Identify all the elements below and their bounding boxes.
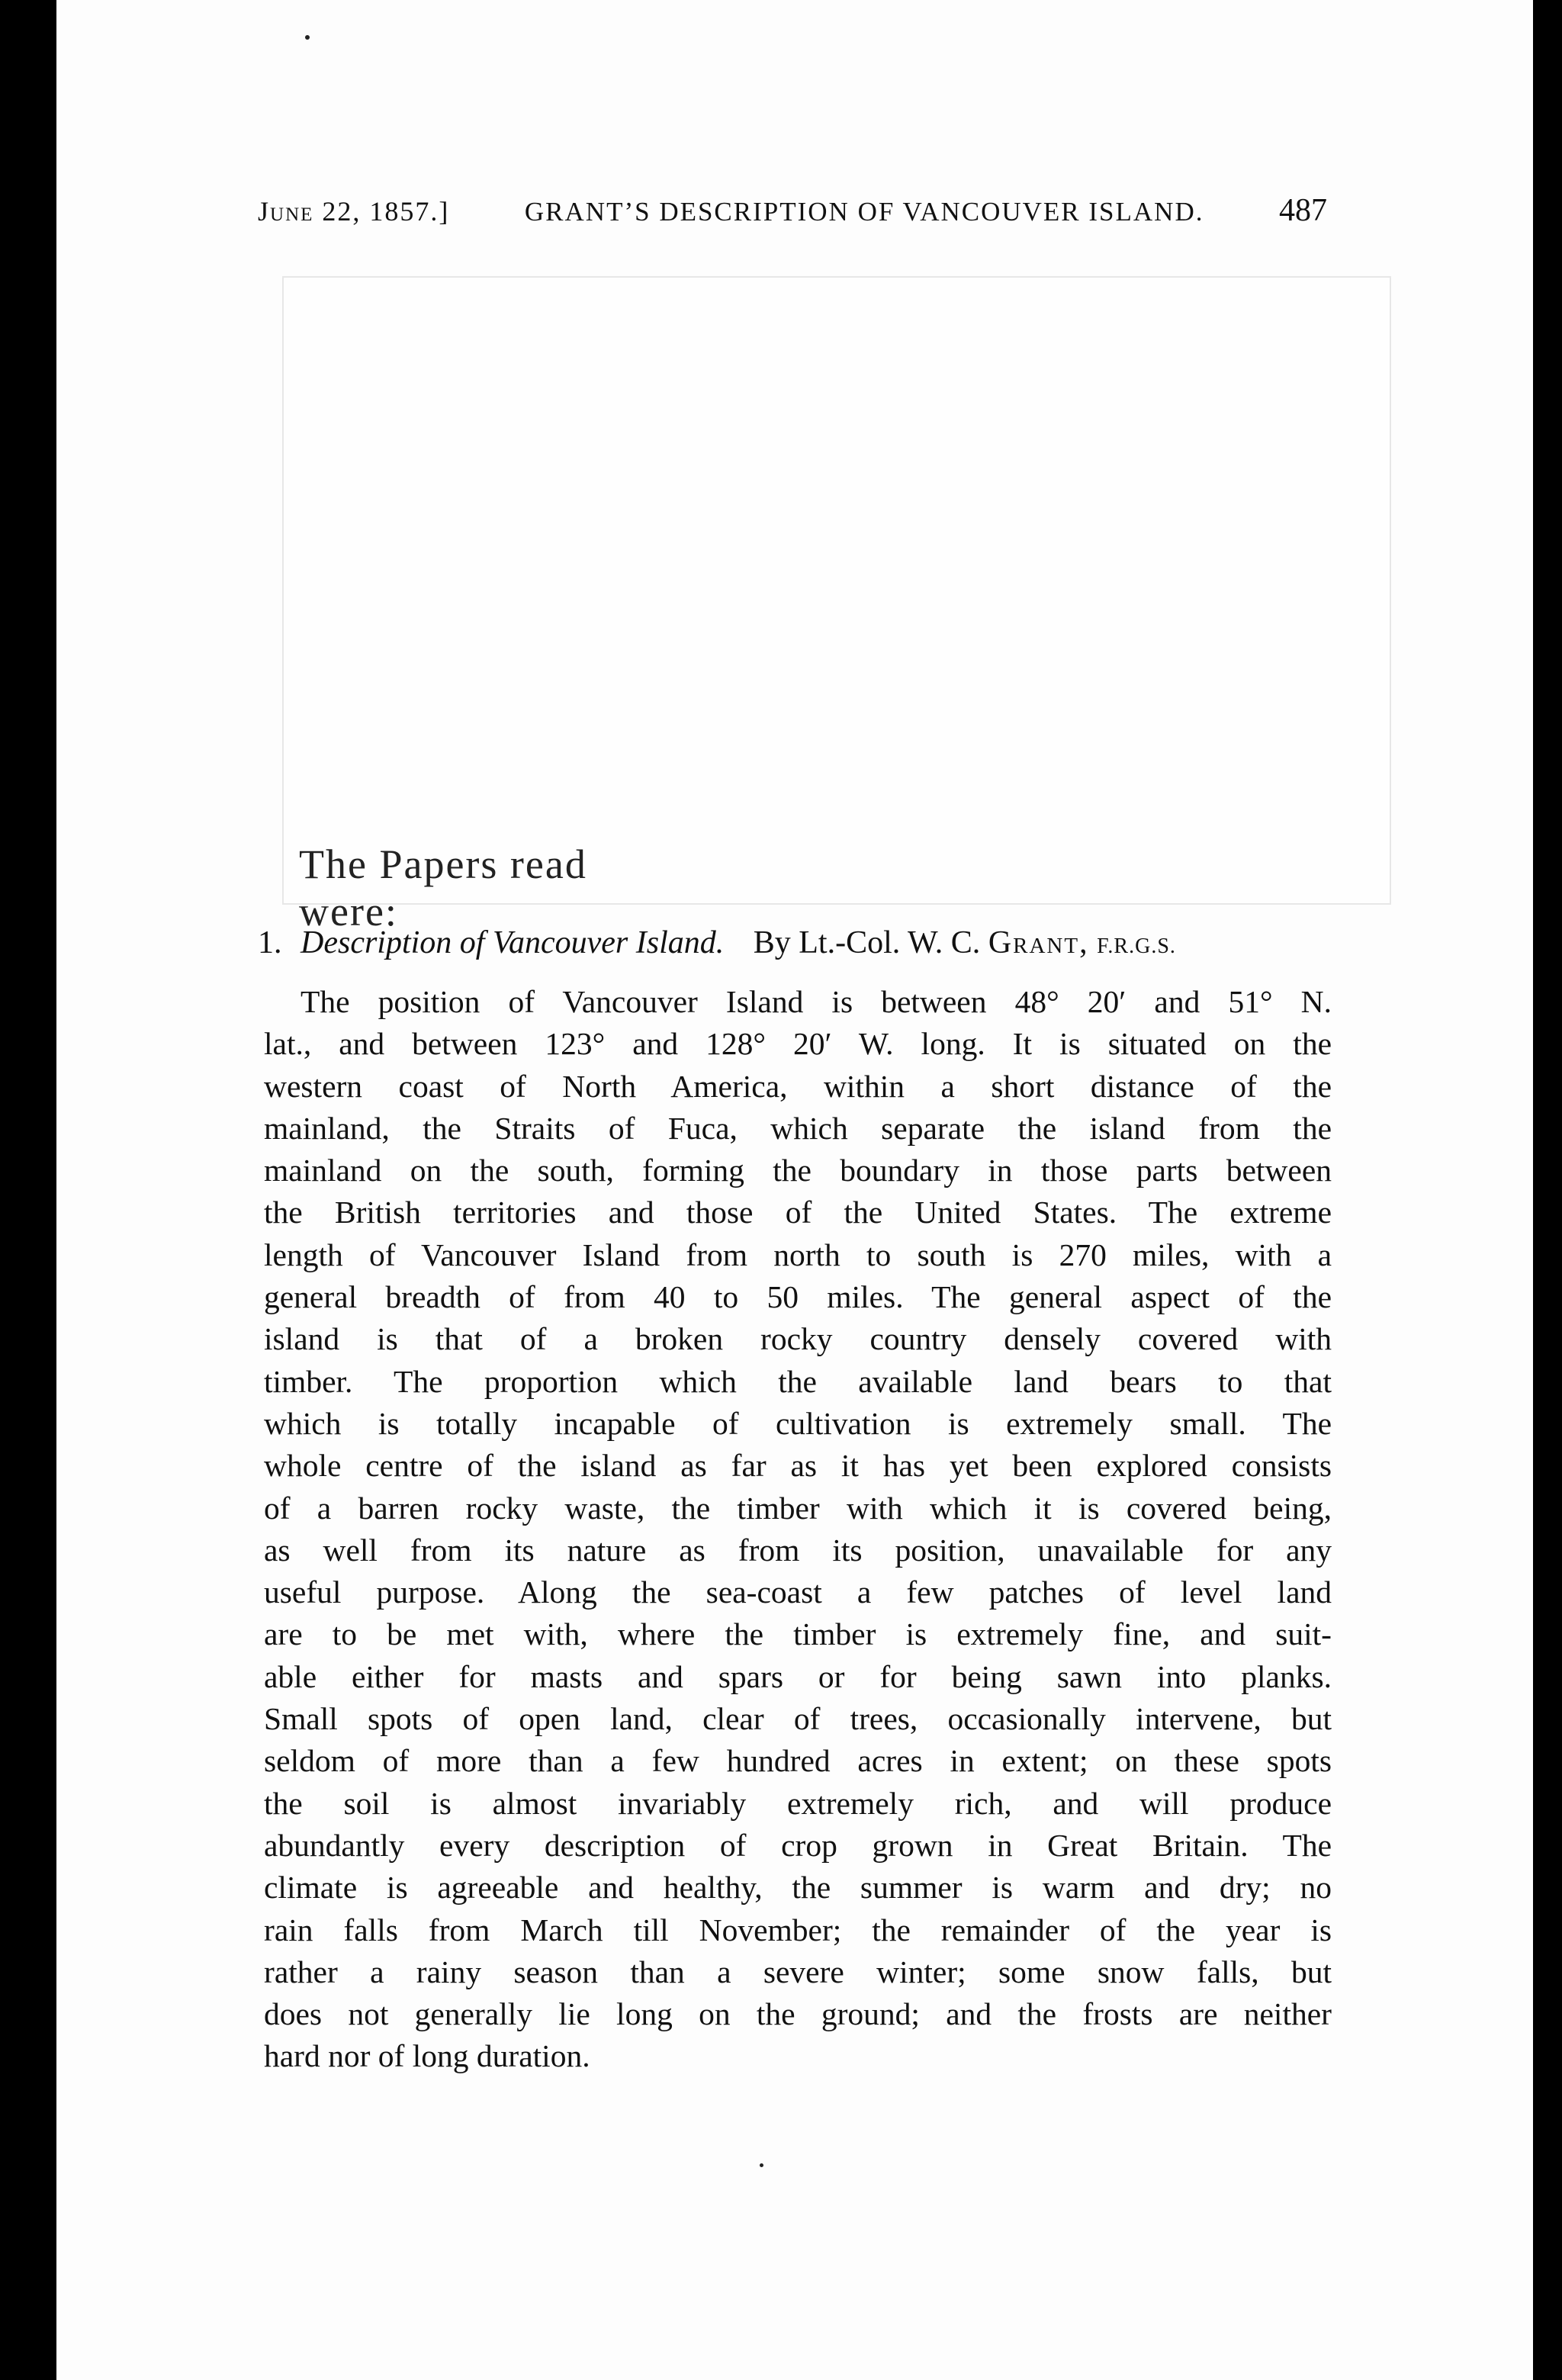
body-line: western coast of North America, within a short distance of the: [264, 1068, 1332, 1104]
body-line: seldom of more than a few hundred acres in extent; on these spots: [264, 1743, 1332, 1779]
body-line: useful purpose. Along the sea-coast a few patches of level land: [264, 1574, 1332, 1610]
body-line: which is totally incapable of cultivation is extremely small. The: [264, 1405, 1332, 1441]
running-header: [258, 192, 1327, 238]
body-line: lat., and between 123° and 128° 20′ W. long. It is situated on the: [264, 1026, 1332, 1062]
body-line: the soil is almost invariably extremely rich, and will produce: [264, 1785, 1332, 1821]
body-line: does not generally lie long on the ground; and the frosts are neither: [264, 1996, 1332, 2032]
body-line: The position of Vancouver Island is between 48° 20′ and 51° N.: [301, 984, 1332, 1019]
body-line: climate is agreeable and healthy, the summer is warm and dry; no: [264, 1870, 1332, 1906]
body-line: the British territories and those of the United States. The extreme: [264, 1195, 1332, 1230]
body-line: mainland on the south, forming the boundary in those parts between: [264, 1153, 1332, 1188]
body-text: [264, 981, 1332, 2078]
body-line: hard nor of long duration.: [264, 2038, 590, 2074]
author-honors: F.R.G.S.: [1097, 934, 1176, 958]
paper-heading: [258, 925, 1341, 961]
running-title: GRANT’S DESCRIPTION OF VANCOUVER ISLAND.: [524, 197, 1204, 227]
body-line: as well from its nature as from its position, unavailable for any: [264, 1532, 1332, 1568]
paper-title: Description of Vancouver Island.: [301, 925, 725, 960]
paper-number: 1.: [258, 925, 282, 960]
body-line: whole centre of the island as far as it has yet been explored consists: [264, 1448, 1332, 1484]
body-line: general breadth of from 40 to 50 miles. The general aspect of the: [264, 1279, 1332, 1315]
cut-off-text: The Papers read were:: [299, 841, 587, 934]
body-line: abundantly every description of crop grown in Great Britain. The: [264, 1827, 1332, 1863]
body-line: rather a rainy season than a severe winter; some snow falls, but: [264, 1954, 1332, 1989]
page-number: 487: [1278, 193, 1327, 228]
cut-off-text-line: [299, 841, 696, 934]
body-line: rain falls from March till November; the remainder of the year is: [264, 1912, 1332, 1947]
body-line: Small spots of open land, clear of trees, occasionally intervene, but: [264, 1701, 1332, 1737]
body-line: timber. The proportion which the available land bears to that: [264, 1363, 1332, 1399]
body-line: are to be met with, where the timber is extremely fine, and suit-: [264, 1616, 1332, 1652]
body-line: able either for masts and spars or for being sawn into planks.: [264, 1658, 1332, 1694]
body-line: island is that of a broken rocky country densely covered with: [264, 1321, 1332, 1357]
scan-speck: [305, 35, 310, 40]
body-line: mainland, the Straits of Fuca, which separate the island from the: [264, 1110, 1332, 1146]
body-line: length of Vancouver Island from north to south is 270 miles, with a: [264, 1237, 1332, 1272]
pasted-slip: [282, 276, 1391, 905]
scan-speck: [760, 2163, 763, 2167]
body-line: of a barren rocky waste, the timber with which it is covered being,: [264, 1490, 1332, 1526]
paper-byline: By Lt.-Col. W. C.: [753, 925, 981, 960]
header-date: June 22, 1857.]: [258, 196, 450, 227]
paper-author: Grant,: [988, 925, 1089, 960]
